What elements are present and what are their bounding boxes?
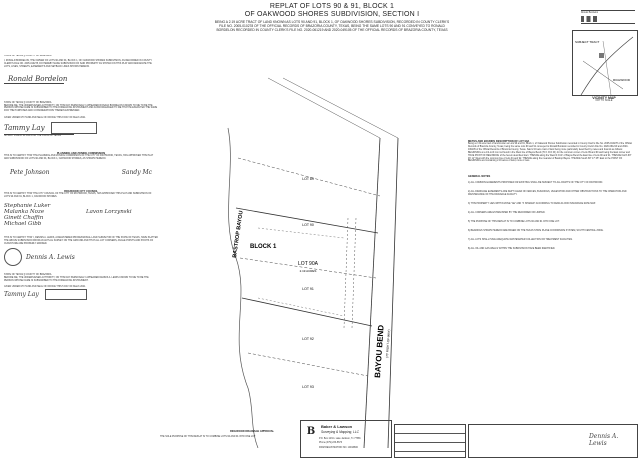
title-line-1: REPLAT OF LOTS 90 & 91, BLOCK 1 [269,3,395,10]
council-certificate: THIS IS TO CERTIFY THAT THE CITY COUNCIL OF THE CITY OF RICHWOOD, TEXAS, HAS APPROVED THIS PLAT AND SUBDIVISION OF LOTS 90 AND 91, BLOCK 1, OAKWOOD SHORES. [4,192,152,198]
right-notes [468,140,632,440]
council-signature-3: Ginett Chaffin [4,214,44,221]
revision-block [394,424,466,458]
lot-acreage: 2.19 ACRES [299,269,317,273]
council-signature-2: Malanka Noze [4,208,45,215]
block-label: BLOCK 1 [250,244,277,250]
plat-title [212,3,452,33]
council-heading: RICHWOOD CITY COUNCIL [64,189,98,193]
note-8: 8) ALL OIL AND GAS WELLS WITHIN THE SUBDIVISION HAVE BEEN IDENTIFIED. [468,247,556,250]
plat-drawing [158,58,463,448]
signature-line [4,83,64,84]
left-certificates [4,55,158,455]
road-sub-label: (70' RIGHT-OF-WAY) [385,329,391,359]
lot-number-3: LOT 91 [302,287,314,291]
drainage-stamp: RICHWOOD DRAINAGE APPROVAL [229,430,275,433]
title-description: BEING A 2.19 ACRE TRACT OF LAND KNOWN AS LOTS 90 AND 91, BLOCK 1, OF OAKWOOD SHORES SUBDIVISION, RECORDED IN COUNTY CLERK'S FILE NO. 2005-010278 OF THE OFFICIAL RECORDS OF BRAZORIA COUNTY, TEXAS, BEING THE SAME LOTS 90 AND 91 CONVEYED TO RONALD BORDELON RECORDED IN COUNTY CLERK'S FILE NO. 2020-061219 AND 2020-049105 OF THE OFFICIAL RECORDS OF BRAZORIA COUNTY, TEXAS [214,20,450,33]
note-7: 7) ALL LOTS SHALL HAVE ADEQUATE WASTEWATER COLLECTION OR TREATMENT FACILITIES. [468,238,573,241]
pz-signature-2: Sandy Mc [121,168,152,176]
note-3: 3) THIS PROPERTY LIES WITHIN ZONE "AE" AND "X SHADED" ACCORDING TO FEMA FLOOD INSURANCE RATE MAP. [468,203,596,206]
sheet-info-block [468,424,638,458]
lot-label: LOT 90A [298,261,318,267]
notary2-certificate: BEFORE ME, THE UNDERSIGNED AUTHORITY, ON THIS DAY PERSONALLY APPEARED DENNIS A. LEWIS KNOWN TO ME TO BE THE PERSON WHOSE NAME IS SUBSCRIBED TO THE FOREGOING INSTRUMENT. [4,277,149,283]
notary2-signature: Tammy Lay [4,291,39,299]
title-line-2: OF OAKWOOD SHORES SUBDIVISION, SECTION I [244,11,420,18]
notary-certificate: BEFORE ME, THE UNDERSIGNED AUTHORITY, ON THIS DAY PERSONALLY APPEARED RONALD BORDELON KNOWN TO ME TO BE THE PERSON WHOSE NAME IS SUBSCRIBED TO THE FOREGOING INSTRUMENT AND ACKNOWLEDGED TO ME THAT HE EXECUTED THE SAME FOR THE PURPOSES AND CONSIDERATIONS THEREIN EXPRESSED. [4,104,158,113]
lot-number-4: LOT 92 [302,337,314,341]
pz-signature-1: Pete Johnson [10,168,50,176]
state-heading-2: STATE OF TEXAS § COUNTY OF BRAZORIA [4,101,52,104]
note-1: 1) ALL COMMON EASEMENTS PROPOSED OR EXISTING SHALL BE SUBJECT TO ALL RIGHTS OF THE CITY OF RICHWOOD. [468,182,603,185]
vicinity-drawing [573,31,637,95]
firm-registration: FIRM REGISTRATION NO. 10193800 [319,447,358,449]
surveyor-signature: Dennis A. Lewis [26,253,75,261]
surveyor-certificate: THIS IS TO CERTIFY THAT I, DENNIS A. LEWIS, A REGISTERED PROFESSIONAL LAND SURVEYOR OF THE STATE OF TEXAS, HAVE PLATTED THE ABOVE SUBDIVISION FROM AN ACTUAL SURVEY ON THE GROUND AND THAT ALL LOT CORNERS, ANGLE POINTS AND POINTS OF CURVATURE ARE PROPERLY MARKED. [4,236,158,245]
notes-title: GENERAL NOTES [468,175,491,179]
note-4: 4) ALL CORNERS ARE ESTABLISHED BY THE RECORDED OR LIMITED. [468,211,546,214]
pz-certificate: THIS IS TO CERTIFY THAT THE PLANNING AND ZONING COMMISSION OF THE CITY OF RICHWOOD, TEXAS, HAS APPROVED THIS PLAT AND SUBDIVISION OF LOTS 90 AND 91, BLOCK 1, OAKWOOD SHORES, AS SHOWN HEREON. [4,155,154,160]
metes-bounds-text: Being a 2.19 acre tract of land known as Lots 90 and 91, Block 1, of Oakwood Shores Subdivision recorded in County Clerk's File No. 2005-010278 of the Official Records of Brazoria County, Texas; being the same Lots 90 and 91 conveyed to Ronald Bordelon recorded in County Clerk's File No. 2020-061219 and 2020-049105 of the Official Records of Brazoria County, Texas. Said 2.19 acre tract of land being more particularly described by metes and bounds as follows: BEGINNING at a 1/2-inch iron rod found in the West line of Bayou Bend (70 ft. R.O.W.) for the common corner of Lots 89 and 90 and being the East corner and TRUE POINT OF BEGINNING of the herein described tract. THENCE along the West R.O.W. of Bayou Bend the East line of Lots 90 and 91. THENCE North 69° 46' 11" West with the common line of Lots 91 and 92. THENCE along the meander of Bastrop Bayou. THENCE South 69° 17' 05" East to the POINT OF BEGINNING and containing 2.19 acres of land, more or less. [468,143,632,163]
firm-address: P.O. Box 1234 • Lake Jackson, Tx 77566 [319,438,361,440]
footer-note: THE SOLE PURPOSE OF THIS REPLAT IS TO COMBINE LOTS 90 AND 91 INTO ONE LOT. [160,436,256,438]
firm-name: Baker & Lawson [321,424,353,429]
note-2: 2) ALL DRAINAGE EASEMENTS ARE KEPT CLEAR OF FENCES, BUILDINGS, VEGETATION AND OTHER OBSTRUCTIONS TO THE OPERATION AND MAINTENANCE OF THE DRAINAGE FACILITY. [468,191,627,197]
vicinity-caption: VICINITY MAP NOT TO SCALE [592,96,616,102]
firm-logo: B [306,426,316,437]
owner-certificate: I, RONALD BORDELON, THE OWNER OF LOTS 90 AND 91, BLOCK 1, OF OAKWOOD SHORES SUBDIVISION, AS RECORDED IN COUNTY CLERK'S FILE NO. 2005-010278, DO HEREBY MAKE SUBDIVISION OF SAID PROPERTY AS SHOWN ON THIS PLAT AND DESIGNATE THE LOTS, LINES, STREETS, EASEMENTS AND SETBACK LINES SHOWN HEREON. [4,59,152,68]
notary-seal [51,122,97,134]
surveyor-seal [4,248,22,266]
council-signature-1: Stephanie Luker [4,202,51,209]
notary2-seal [45,289,87,300]
note-5: 5) THE PURPOSE OF THIS REPLAT IS TO COMBINE LOTS 90 AND 91 INTO ONE LOT. [468,220,560,223]
firm-phone: Phone (979) 233-5676 [319,442,342,444]
notary-signature: Tammy Lay [4,124,45,133]
top-right-note: Ronald Bordelon [581,10,635,24]
firm-subtitle: Surveying & Mapping, LLC [321,430,359,434]
council-signature-4: Michael Gibb [4,220,42,227]
state-heading-3: STATE OF TEXAS § COUNTY OF BRAZORIA [4,274,52,277]
owner-signature: Ronald Bordelon [8,74,68,83]
notary-date: GIVEN UNDER MY HAND AND SEAL OF OFFICE THIS 8 DAY OF March 2021. [4,117,86,120]
lot-number-5: LOT 93 [302,385,314,389]
state-heading-1: STATE OF TEXAS § COUNTY OF BRAZORIA [4,55,52,57]
lot-number-1: LOT 89 [302,177,314,181]
subject-marker [599,53,604,58]
vicinity-subject-label: SUBJECT TRACT [575,40,600,44]
note-6: 6) BEARINGS SHOWN HEREON ARE BASED ON THE TEXAS STATE PLANE COORDINATE SYSTEM, SOUTH CENTRAL ZONE. [468,229,604,232]
pz-heading: PLANNING AND ZONING COMMISSION [56,152,106,156]
vicinity-street-label: RICHWOOD [613,78,630,82]
lot-number-2: LOT 90 [302,223,314,227]
notary-caption: NOTARY PUBLIC IN AND FOR THE STATE OF TEXAS [4,134,74,138]
barcode [581,16,635,22]
notary2-date: GIVEN UNDER MY HAND AND SEAL OF OFFICE THIS 5 DAY OF March 2021. [4,286,86,289]
road-label: BAYOU BEND [373,324,386,379]
vicinity-map [572,30,638,96]
surveyor-initials: Dennis A. Lewis [589,433,619,447]
council-signature-5: Lavon Lorzynski [86,208,132,215]
bayou-label: BASTROP BAYOU [232,210,245,259]
metes-bounds-title: METES AND BOUNDS DESCRIPTION OF LOT 90A [468,140,530,143]
firm-title-block [300,420,392,458]
